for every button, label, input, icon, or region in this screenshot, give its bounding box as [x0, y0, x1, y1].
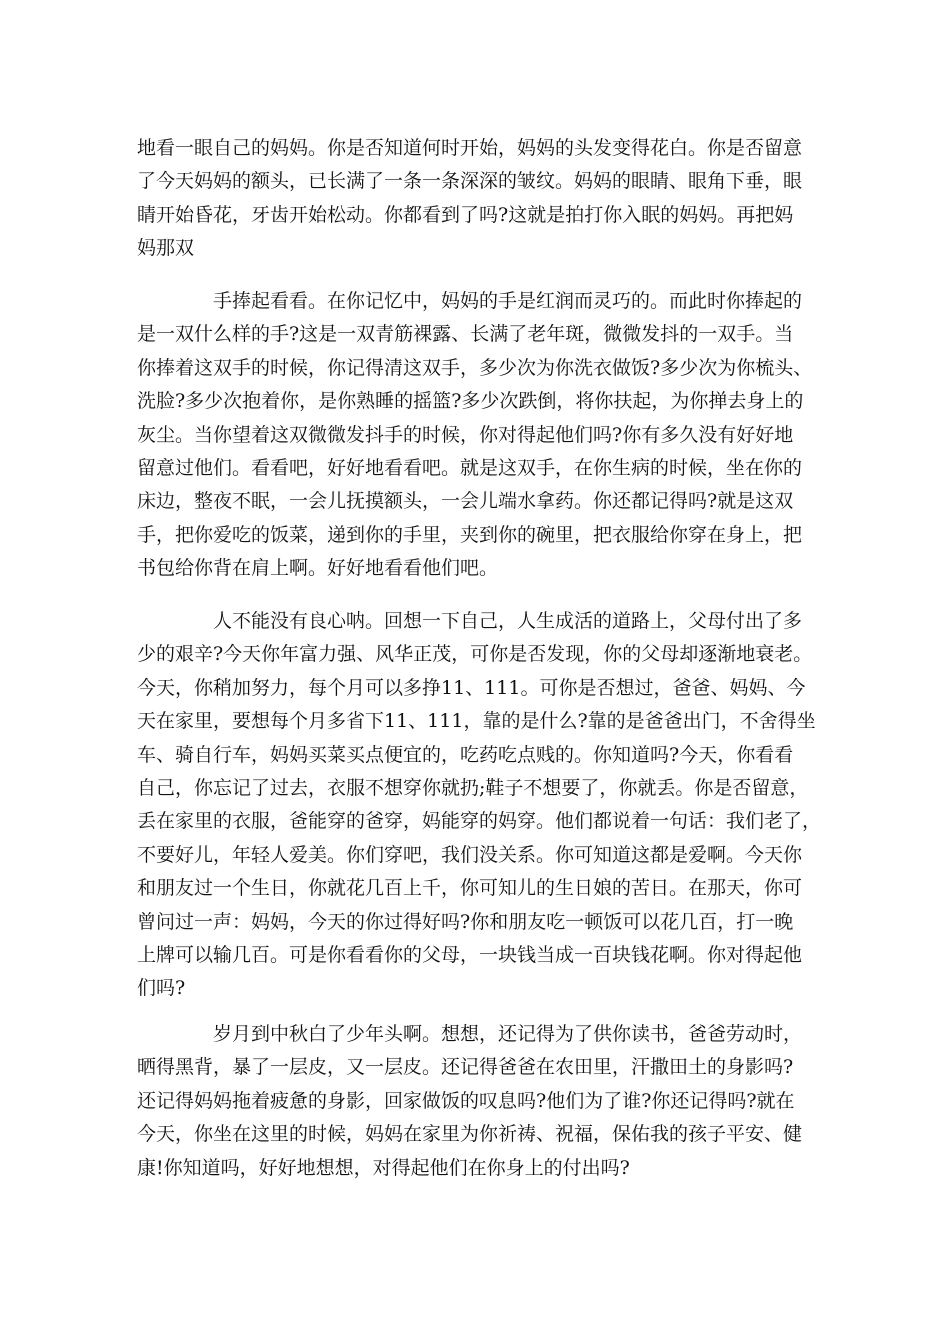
paragraph-line: 们吗? — [137, 977, 186, 1000]
paragraph-line: 少的艰辛?今天你年富力强、风华正茂，可你是否发现，你的父母却逐渐地衰老。 — [137, 643, 813, 666]
paragraph-line: 晒得黑背，暴了一层皮，又一层皮。还记得爸爸在农田里，汗撒田土的身影吗? — [137, 1056, 794, 1079]
paragraph-line: 书包给你背在肩上啊。好好地看看他们吧。 — [137, 557, 499, 580]
paragraph-line: 灰尘。当你望着这双微微发抖手的时候，你对得起他们吗?你有多久没有好好地 — [137, 423, 794, 446]
paragraph-line: 车、骑自行车，妈妈买菜买点便宜的，吃药吃点贱的。你知道吗?今天，你看看 — [137, 743, 794, 766]
paragraph-4 — [137, 1018, 813, 1185]
paragraph-line: 妈那双 — [137, 237, 195, 260]
paragraph-line: 了今天妈妈的额头，已长满了一条一条深深的皱纹。妈妈的眼睛、眼角下垂，眼 — [137, 170, 803, 193]
paragraph-line: 洗脸?多少次抱着你，是你熟睡的摇篮?多少次跌倒，将你扶起，为你掸去身上的 — [137, 390, 804, 413]
paragraph-line: 留意过他们。看看吧，好好地看看吧。就是这双手，在你生病的时候，坐在你的 — [137, 456, 803, 479]
paragraph-2 — [137, 285, 813, 586]
paragraph-line: 今天，你坐在这里的时候，妈妈在家里为你祈祷、祝福，保佑我的孩子平安、健 — [137, 1123, 803, 1146]
paragraph-line: 自己，你忘记了过去，衣服不想穿你就扔;鞋子不想要了，你就丢。你是否留意， — [137, 776, 809, 799]
paragraph-line: 是一双什么样的手?这是一双青筋裸露、长满了老年斑，微微发抖的一双手。当 — [137, 323, 794, 346]
paragraph-line: 天在家里，要想每个月多省下11、111，靠的是什么?靠的是爸爸出门，不舍得坐 — [137, 710, 816, 733]
paragraph-line: 手，把你爱吃的饭菜，递到你的手里，夹到你的碗里，把衣服给你穿在身上，把 — [137, 523, 803, 546]
paragraph-line: 你捧着这双手的时候，你记得清这双手，多少次为你洗衣做饭?多少次为你梳头、 — [137, 356, 813, 379]
paragraph-line: 康!你知道吗，好好地想想，对得起他们在你身上的付出吗? — [137, 1156, 630, 1179]
paragraph-line: 睛开始昏花，牙齿开始松动。你都看到了吗?这就是拍打你入眠的妈妈。再把妈 — [137, 203, 794, 226]
paragraph-line: 人不能没有良心呐。回想一下自己，人生成活的道路上，父母付出了多 — [213, 610, 803, 632]
paragraph-1 — [137, 132, 813, 266]
paragraph-line: 手捧起看看。在你记忆中，妈妈的手是红润而灵巧的。而此时你捧起的 — [213, 290, 803, 312]
paragraph-3 — [137, 605, 822, 1006]
paragraph-line: 和朋友过一个生日，你就花几百上千，你可知儿的生日娘的苦日。在那天，你可 — [137, 877, 803, 900]
paragraph-line: 上牌可以输几百。可是你看看你的父母，一块钱当成一百块钱花啊。你对得起他 — [137, 943, 803, 966]
paragraph-line: 曾问过一声：妈妈，今天的你过得好吗?你和朋友吃一顿饭可以花几百，打一晚 — [137, 910, 794, 933]
paragraph-line: 不要好儿，年轻人爱美。你们穿吧，我们没关系。你可知道这都是爱啊。今天你 — [137, 843, 803, 866]
paragraph-line: 地看一眼自己的妈妈。你是否知道何时开始，妈妈的头发变得花白。你是否留意 — [137, 137, 803, 159]
paragraph-line: 岁月到中秋白了少年头啊。想想，还记得为了供你读书，爸爸劳动时， — [213, 1023, 803, 1045]
paragraph-line: 还记得妈妈拖着疲惫的身影，回家做饭的叹息吗?他们为了谁?你还记得吗?就在 — [137, 1089, 795, 1112]
paragraph-line: 床边，整夜不眠，一会儿抚摸额头，一会儿端水拿药。你还都记得吗?就是这双 — [137, 490, 794, 513]
paragraph-line: 丢在家里的衣服，爸能穿的爸穿，妈能穿的妈穿。他们都说着一句话：我们老了， — [137, 810, 822, 833]
paragraph-line: 今天，你稍加努力，每个月可以多挣11、111。可你是否想过，爸爸、妈妈、今 — [137, 676, 806, 699]
